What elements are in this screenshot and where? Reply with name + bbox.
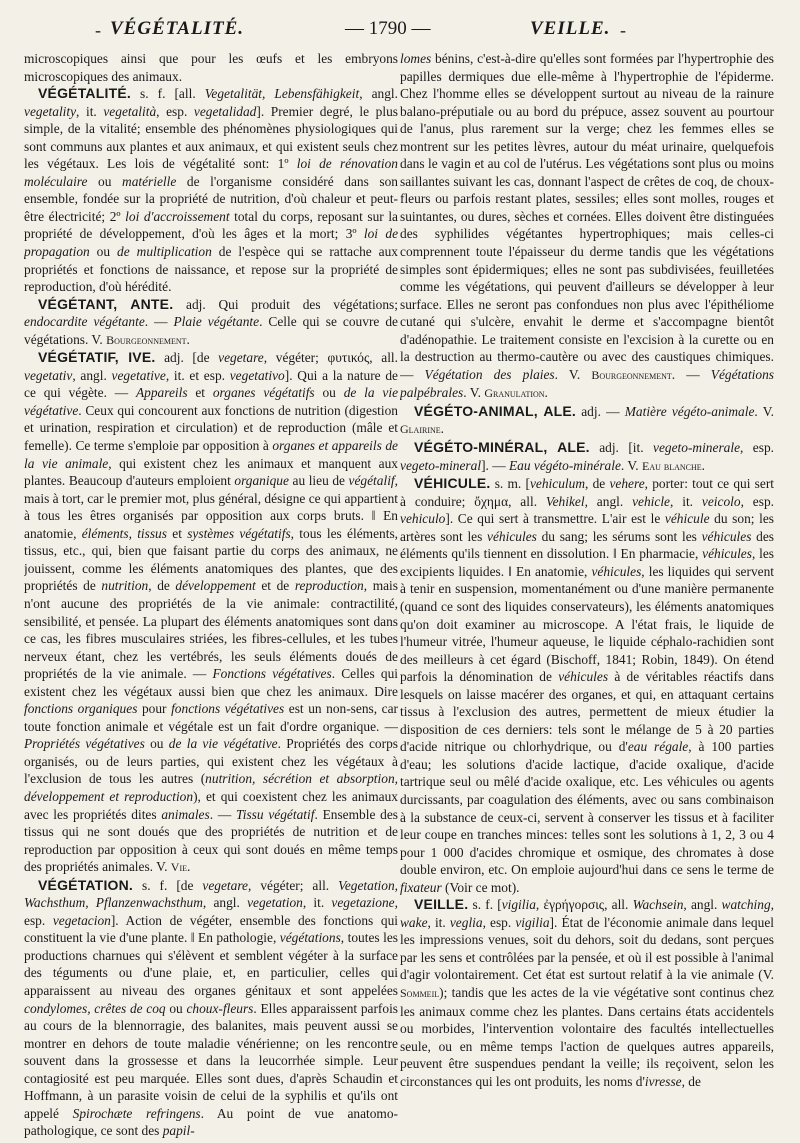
header-right-keyword: VEILLE.: [530, 18, 611, 39]
entry-vehicule: VÉHICULE. s. m. [vehiculum, de vehere, porter: tout ce qui sert à conduire; ὄχημα, all. Vehikel, angl. vehicle, it. veicolo, esp. vehiculo]. Ce qui sert à transmettre. L'air est le véhicule du son; les artères sont les véhicules du sang; les sérums sont les véhicules des éléments qu'ils tiennent en dissolution. ‖ En pharmacie, véhicules, les excipients liquides. ‖ En anatomie, véhicules, les liquides qui servent à tenir en suspension, momentanément ou d'une manière permanente (quand ce sont des liquides conservateurs), les éléments anatomiques qu'on doit examiner au microscope. A l'état frais, le liquide de l'humeur vitrée, l'humeur aqueuse, le liquide céphalo-rachidien sont des meilleurs à cet égard (Bischoff, 1841; Robin, 1849). On étend parfois la dénomination de véhicules à de véritables réactifs dans lesquels on laisse macérer des organes, et qui, en attaquant certains tissus à l'exclusion des autres, permettent de mieux étudier la disposition de ces derniers: tels sont le mélange de 5 à 20 parties d'acide nitrique ou chlorhydrique, ou d'eau régale, à 100 parties d'eau; les solutions d'acide lactique, d'acide oxalique, d'acide tartrique seul ou mêlé d'acide oxalique, etc. Les véhicules ou agents durcissants, par coagulation des éléments, avec ou sans combinaison à la substance de ceux-ci, servent à conserver les tissus et à faciliter leur coupe en tranches minces: telles sont les solutions à 1, 2, 3 ou 4 pour 1 000 d'acides chromique et osmique, des chromates à dose double environ, etc. On emploie aujourd'hui dans ce sens le terme de fixateur (Voir ce mot).: [400, 475, 774, 895]
left-column: [24, 50, 398, 1138]
entry-vegeto-animal: VÉGÉTO-ANIMAL, ALE. adj. — Matière végéto-animale. V. Glairine.: [400, 402, 774, 437]
page-number: — 1790 —: [345, 18, 431, 39]
header-right-dash: -: [620, 20, 626, 40]
entry-cont: lomes bénins, c'est-à-dire qu'elles sont formées par l'hypertrophie des papilles dermiques due elle-même à l'hypertrophie de l'épiderme. Chez l'homme elles se développent surtout au niveau de la rainure balano-préputiale ou au bord du prépuce, assez souvent au pourtour de l'anus, plus rarement sur la verge; chez les femmes elles se montrent sur les petites lèvres, autour du méat urinaire, quelquefois dans le vagin et au col de l'utérus. Les végétations sont plus ou moins saillantes suivant les cas, donnant l'aspect de crêtes de coq, de choux-fleurs ou parfois restant plates, sessiles; elles sont molles, rouges et suintantes, ou dures, sèches et cornées. Elles doivent être distinguées des syphilides végétantes hypertrophiques; mais celles-ci comprennent toute l'épaisseur du derme tandis que les végétations simples sont épidermiques; elles ne sont pas subdivisées, feuilletées comme les végétations, qui peuvent d'ailleurs se développer à leur surface. Elles ne seront pas confondues non plus avec l'épithéliome cutané qui s'ulcère, envahit le derme et s'accompagne bientôt d'adénopathie. Le traitement consiste en l'excision à la curette ou en la destruction au thermo-cautère ou avec des caustiques chimiques. — Végétation des plaies. V. Bourgeonnement. — Végétations palpébrales. V. Granulation.: [400, 51, 774, 401]
entry-vegetation: VÉGÉTATION. s. f. [de vegetare, végéter; all. Vegetation, Wachsthum, Pflanzenwachsthum, angl. vegetation, it. vegetazione, esp. vegetacion]. Action de végéter, ensemble des fonctions qui constituent la vie d'une plante. ‖ En pathologie, végétations, toutes les productions charnues qui s'élèvent et semblent végéter à la surface des téguments ou d'une plaie, et, en particulier, celles qui apparaissent au niveau des organes génitaux et sont appelées condylomes, crêtes de coq ou choux-fleurs. Elles apparaissent parfois au cours de la blennorragie, des balanites, mais peuvent aussi se montrer en dehors de toute maladie vénérienne; on les rencontre souvent dans la grossesse et dans la leucorrhée simple. Leur contagiosité est peu marquée. Elles sont dues, d'après Schaudin et Hoffmann, à un parasite voisin de celui de la syphilis et qu'ils ont appelé Spirochæte refringens. Au point de vue anatomo-pathologique, ce sont des papil-: [24, 876, 398, 1138]
header-left-dash: -: [95, 20, 101, 40]
entry-vegetatif: VÉGÉTATIF, IVE. adj. [de vegetare, végéter; φυτικός, all. vegetativ, angl. vegetative, it. et esp. vegetativo]. Qui a la nature de ce qui végète. — Appareils et organes végétatifs ou de la vie végétative. Ceux qui concourent aux fonctions de nutrition (digestion et urination, respiration et circulation) et de reproduction (mâle et femelle). Ce terme s'emploie par opposition à organes et appareils de la vie animale, qui existent chez les animaux et manquent aux plantes. Beaucoup d'auteurs emploient organique au lieu de végétalif, mais à tort, car le premier mot, plus général, désigne ce qui appartient à tous les êtres organisés par opposition aux corps bruts. ‖ En anatomie, éléments, tissus et systèmes végétatifs, tous les éléments, tissus, etc., qui, bien que faisant partie du corps des animaux, ne jouissent, comme les éléments anatomiques des plantes, que des propriétés de nutrition, de développement et de reproduction, mais n'ont aucune des propriétés de la vie animale: contractilité, sensibilité, et pensée. La plupart des éléments anatomiques sont dans ce cas, les fibres musculaires striées, les fibres-cellules, et les tubes nerveux étant, chez les vertébrés, les seuls éléments doués de propriétés de la vie animale. — Fonctions végétatives. Celles qui existent chez les végétaux aussi bien que chez les animaux. Dire fonctions organiques pour fonctions végétatives est un non-sens, car toute fonction animale et végétale est un fait d'ordre organique. — Propriétés végétatives ou de la vie végétative. Propriétés des corps organisés, ou de leurs parties, qui existent chez les végétaux à l'exclusion de tous les autres (nutrition, sécrétion et absorption, développement et reproduction), et qui coexistent chez les animaux avec les propriétés dites animales. — Tissu végétatif. Ensemble des tissus qui ne sont doués que des propriétés de nutrition et de reproduction par opposition à ceux qui sont doués en même temps des propriétés animales. V. Vie.: [24, 349, 398, 875]
entry-p0: microscopiques ainsi que pour les œufs et les embryons microscopiques des animaux.: [24, 51, 398, 84]
entry-veille: VEILLE. s. f. [vigilia, ἐγρήγορσις, all. Wachsein, angl. watching, wake, it. veglia, esp. vigilia]. État de l'économie animale dans lequel les impressions venues, soit du dehors, soit du dedans, sont perçues par les sens et contrôlées par la pensée, et où il est possible à l'animal d'agir volontairement. Cet état est surtout relatif à la vie animale (V. Sommeil); tandis que les actes de la vie végétative sont continus chez les animaux comme chez les plantes. Dans certains états accidentels ou morbides, l'intervention volontaire des facultés intellectuelles seule, ou en même temps l'action de quelques autres appareils, peuvent être suspendues pendant la veille; ils reçoivent, selon les circonstances qui les ont produits, les noms d'ivresse, de: [400, 896, 774, 1089]
page-header: [0, 18, 800, 44]
entry-vegeto-mineral: VÉGÉTO-MINÉRAL, ALE. adj. [it. vegeto-minerale, esp. vegeto-mineral]. — Eau végéto-minérale. V. Eau blanche.: [400, 439, 774, 473]
header-left-keyword: VÉGÉTALITÉ.: [110, 18, 244, 39]
entry-vegetalite: VÉGÉTALITÉ. s. f. [all. Vegetalität, Lebensfähigkeit, angl. vegetality, it. vegetalità, esp. vegetalidad]. Premier degré, le plus simple, de la vitalité; ensemble des phénomènes physiologiques qui sont communs aux plantes et aux animaux, et qui existent seuls chez les végétaux. Les lois de végétalité sont: 1º loi de rénovation moléculaire ou matérielle de l'organisme considéré dans son ensemble, fondée sur la propriété de nutrition, d'où chaleur et peut-être électricité; 2º loi d'accroissement total du corps, reposant sur la propriété de développement, d'où les âges et la mort; 3º loi de propagation ou de multiplication de l'espèce qui se rattache aux propriétés et fonctions de naissance, et repose sur la propriété de reproduction, d'où hérédité.: [24, 85, 398, 295]
right-column: [400, 50, 774, 1138]
entry-vegetant: VÉGÉTANT, ANTE. adj. Qui produit des végétations; endocardite végétante. — Plaie végétante. Celle qui se couvre de végétations. V. Bourgeonnement.: [24, 295, 398, 347]
